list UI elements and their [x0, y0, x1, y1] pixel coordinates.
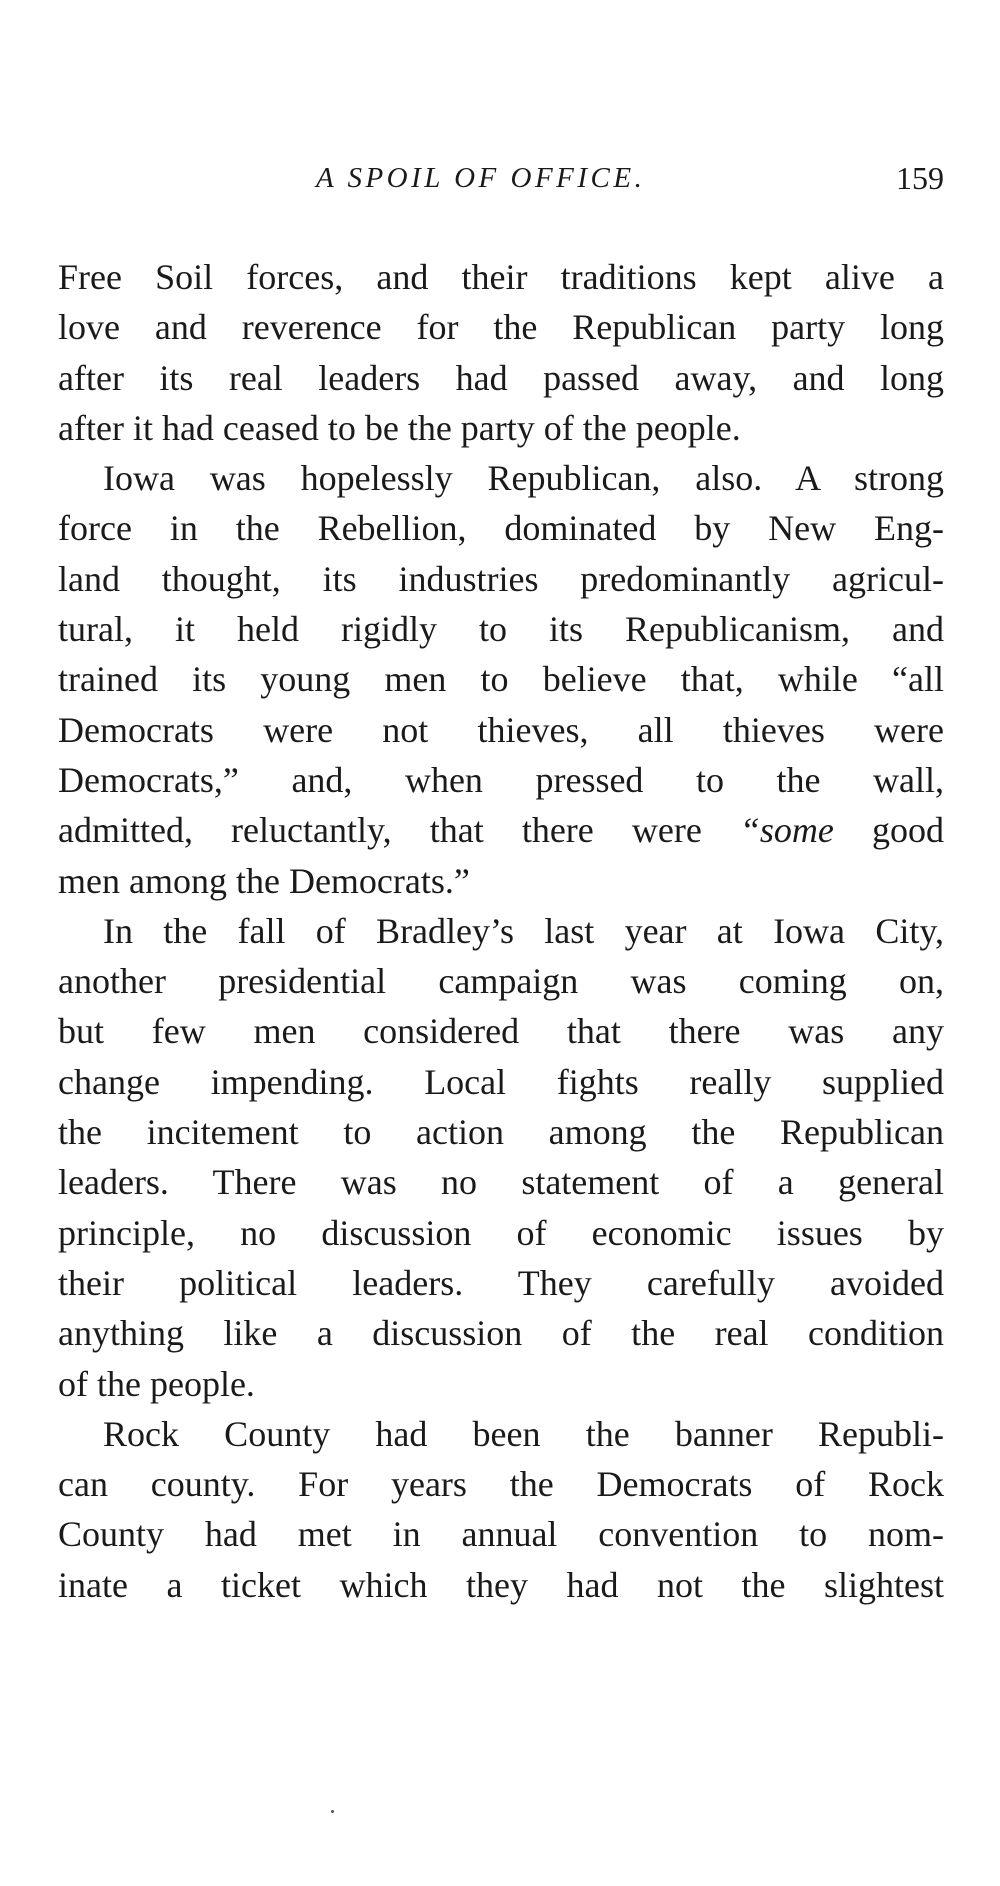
text-line: Free Soil forces, and their traditions kept alive a: [58, 257, 944, 297]
text-line: of the people.: [58, 1363, 255, 1404]
text-line: principle, no discussion of economic issues by: [58, 1212, 944, 1253]
text-line: inate a ticket which they had not the slightest: [58, 1564, 944, 1605]
text-line: tural, it held rigidly to its Republicanism, and: [58, 609, 944, 650]
running-title: A SPOIL OF OFFICE.: [316, 162, 646, 194]
body-text: [58, 252, 944, 1610]
text-line: land thought, its industries predominantly agricul-: [58, 558, 944, 599]
text-line: after its real leaders had passed away, and long: [58, 357, 944, 398]
text-line: leaders. There was no statement of a general: [58, 1162, 944, 1203]
text-line: love and reverence for the Republican party long: [58, 307, 944, 348]
text-line: after it had ceased to be the party of the people.: [58, 407, 741, 448]
text-line: but few men considered that there was any: [58, 1011, 944, 1052]
text-line: [58, 805, 944, 855]
text-line: County had met in annual convention to nom-: [58, 1514, 944, 1555]
text-line: another presidential campaign was coming on,: [58, 961, 944, 1002]
page-number: 159: [896, 160, 944, 196]
paragraph: [58, 453, 944, 906]
text-line: In the fall of Bradley’s last year at Iowa City,: [103, 910, 944, 951]
text-segment: admitted, reluctantly, that there were: [58, 810, 740, 851]
emphasis-text: “some: [739, 810, 834, 851]
paragraph: [58, 1409, 944, 1610]
print-speck: [331, 1810, 334, 1813]
text-line: change impending. Local fights really supplied: [58, 1061, 944, 1102]
text-line: men among the Democrats.”: [58, 860, 470, 901]
text-segment: good: [833, 810, 944, 851]
text-line: Rock County had been the banner Republi-: [103, 1413, 944, 1454]
text-line: their political leaders. They carefully avoided: [58, 1262, 944, 1303]
text-line: force in the Rebellion, dominated by New Eng-: [58, 508, 944, 549]
text-line: Iowa was hopelessly Republican, also. A strong: [103, 458, 944, 499]
text-line: Democrats were not thieves, all thieves were: [58, 709, 944, 750]
text-line: can county. For years the Democrats of Rock: [58, 1464, 944, 1505]
text-line: trained its young men to believe that, while “all: [58, 659, 944, 700]
text-line: Democrats,” and, when pressed to the wall,: [58, 759, 944, 800]
page-header: [58, 158, 944, 198]
text-line: the incitement to action among the Republican: [58, 1112, 944, 1153]
text-line: anything like a discussion of the real condition: [58, 1313, 944, 1354]
paragraph: [58, 906, 944, 1409]
paragraph: [58, 252, 944, 453]
